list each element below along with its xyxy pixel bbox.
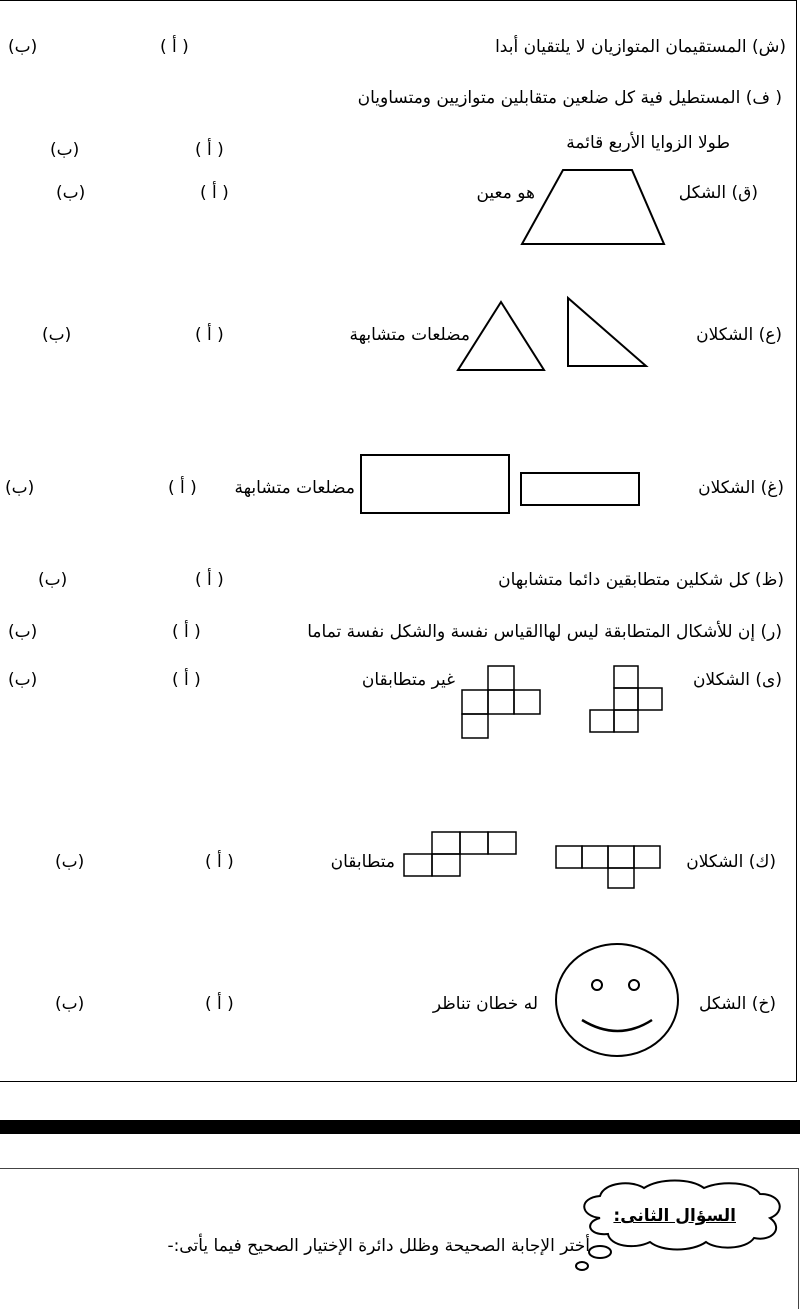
option-a[interactable]: ( أ )	[160, 37, 189, 57]
option-b[interactable]: (ب)	[38, 570, 68, 590]
option-b[interactable]: (ب)	[55, 852, 85, 872]
question-y-text: غير متطابقان	[361, 670, 455, 690]
grid-shape-3	[552, 844, 664, 890]
question2-title: السؤال الثانى:	[613, 1206, 736, 1226]
question-r: (ر) إن للأشكال المتطابقة ليس لهاالقياس نفسة والشكل نفسة تماما	[307, 622, 782, 642]
option-b[interactable]: (ب)	[5, 478, 35, 498]
question-f-line2: طولا الزوايا الأربع قائمة	[566, 133, 730, 153]
small-rectangle-shape	[518, 470, 642, 508]
right-triangle-shape	[562, 296, 652, 370]
large-rectangle-shape	[358, 452, 512, 516]
question-ain-label: (ع) الشكلان	[696, 325, 782, 345]
question-ghain-text: مضلعات متشابهة	[234, 478, 355, 498]
question-y-label: (ى) الشكلان	[692, 670, 782, 690]
smiley-face-shape	[552, 942, 682, 1058]
option-b[interactable]: (ب)	[8, 37, 38, 57]
option-b[interactable]: (ب)	[56, 183, 86, 203]
question-k-label: (ك) الشكلان	[686, 852, 776, 872]
question-f-line1: ( ف) المستطيل فية كل ضلعين متقابلين متوازيين ومتساويان	[357, 88, 782, 108]
option-b[interactable]: (ب)	[8, 622, 38, 642]
option-a[interactable]: ( أ )	[172, 622, 201, 642]
grid-shape-4	[398, 830, 520, 880]
grid-shape-2	[460, 664, 546, 744]
option-a[interactable]: ( أ )	[168, 478, 197, 498]
option-b[interactable]: (ب)	[55, 994, 85, 1014]
trapezoid-shape	[518, 168, 668, 248]
question-sh: (ش) المستقيمان المتوازيان لا يلتقيان أبدا	[495, 37, 786, 57]
option-b[interactable]: (ب)	[50, 140, 80, 160]
question-q-label: (ق) الشكل	[678, 183, 758, 203]
option-a[interactable]: ( أ )	[200, 183, 229, 203]
question-kh-text: له خطان تناظر	[432, 994, 538, 1014]
question-k-text: متطابقان	[330, 852, 395, 872]
option-b[interactable]: (ب)	[42, 325, 72, 345]
option-a[interactable]: ( أ )	[195, 140, 224, 160]
question-kh-label: (خ) الشكل	[699, 994, 776, 1014]
option-a[interactable]: ( أ )	[172, 670, 201, 690]
question-q-text: هو معين	[476, 183, 535, 203]
question-ghain-label: (غ) الشكلان	[698, 478, 784, 498]
question-za: (ظ) كل شكلين متطابقين دائما متشابهان	[498, 570, 784, 590]
question2-instruction: أختر الإجابة الصحيحة وظلل دائرة الإختيار الصحيح فيما يأتى:-	[167, 1236, 590, 1256]
option-b[interactable]: (ب)	[8, 670, 38, 690]
option-a[interactable]: ( أ )	[195, 325, 224, 345]
option-a[interactable]: ( أ )	[195, 570, 224, 590]
question-ain-text: مضلعات متشابهة	[349, 325, 470, 345]
section-divider	[0, 1120, 800, 1134]
cloud-callout-shape	[570, 1178, 792, 1274]
option-a[interactable]: ( أ )	[205, 852, 234, 872]
grid-shape-1	[588, 664, 668, 736]
option-a[interactable]: ( أ )	[205, 994, 234, 1014]
